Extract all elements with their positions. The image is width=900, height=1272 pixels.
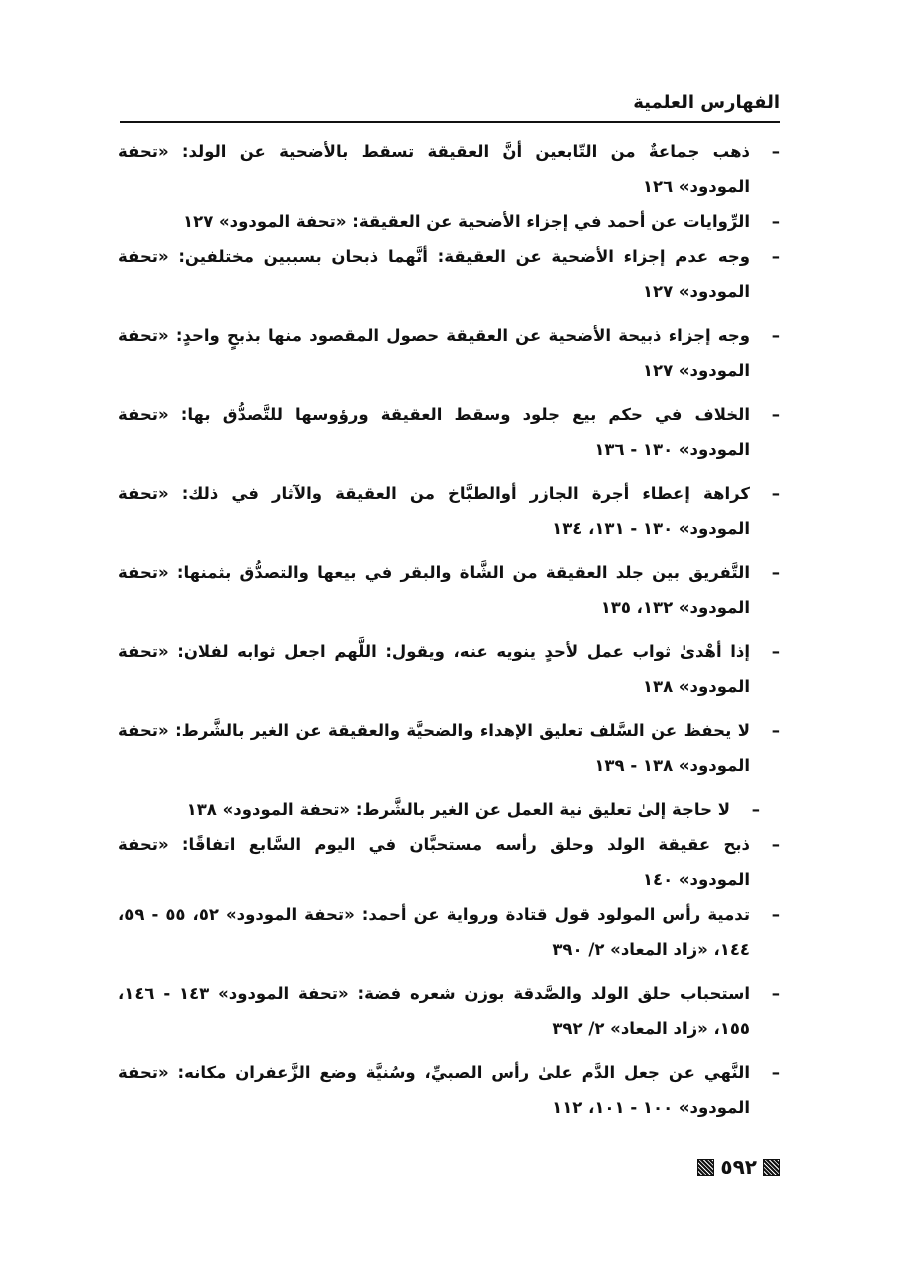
index-entry [118,134,780,204]
entry-text: التَّفريق بين جلد العقيقة من الشَّاة والبقر في بيعها والتصدُّق بثمنها: «تحفة المودود» ١٣٢، ١٣٥ [118,563,750,617]
page-number: ٥٩٢ [720,1155,757,1179]
index-entry [118,318,780,388]
entry-dash: – [771,326,780,345]
entry-text: النَّهي عن جعل الدَّم علىٰ رأس الصبيِّ، وسُنيَّة وضع الزَّعفران مكانه: «تحفة المودود» ١٠٠ - ١٠١، ١١٢ [118,1063,750,1117]
entry-dash: – [771,212,780,231]
entry-text: وجه عدم إجزاء الأضحية عن العقيقة: أنَّهما ذبحان بسببين مختلفين: «تحفة المودود» ١٢٧ [118,247,750,301]
index-entry [118,897,780,967]
entry-dash: – [771,835,780,854]
header-divider [120,121,780,123]
index-entry [118,792,760,827]
index-entry [118,397,780,467]
entry-dash: – [751,800,760,819]
entry-text: كراهة إعطاء أجرة الجازر أوالطبَّاخ من العقيقة والآثار في ذلك: «تحفة المودود» ١٣٠ - ١٣١، ١٣٤ [118,484,750,538]
index-entries-list [118,134,780,1125]
entry-text: إذا أهْدىٰ ثواب عمل لأحدٍ ينويه عنه، ويقول: اللَّهم اجعل ثوابه لفلان: «تحفة المودود» ١٣٨ [118,642,750,696]
entry-text: لا يحفظ عن السَّلف تعليق الإهداء والضحيَّة والعقيقة عن الغير بالشَّرط: «تحفة المودود» ١٣٨ - ١٣٩ [118,721,750,775]
entry-text: تدمية رأس المولود قول قتادة ورواية عن أحمد: «تحفة المودود» ٥٢، ٥٥ - ٥٩، ١٤٤، «زاد المعاد» ٢/ ٣٩٠ [118,905,751,959]
entry-dash: – [771,1063,780,1082]
running-header: الفهارس العلمية [633,92,780,113]
entry-dash: – [771,142,780,161]
entry-dash: – [771,405,780,424]
entry-dash: – [771,984,780,1003]
square-ornament-icon [697,1159,714,1176]
index-entry [118,239,780,309]
entry-dash: – [771,247,780,266]
index-entry [118,1055,780,1125]
entry-text: ذهب جماعةٌ من التّابعين أنَّ العقيقة تسقط بالأضحية عن الولد: «تحفة المودود» ١٢٦ [118,142,750,196]
entry-dash: – [771,721,780,740]
page-footer [697,1152,780,1182]
entry-text: ذبح عقيقة الولد وحلق رأسه مستحبَّان في اليوم السَّابع اتفاقًا: «تحفة المودود» ١٤٠ [118,835,750,889]
entry-dash: – [771,563,780,582]
index-entry [118,713,780,783]
entry-text: استحباب حلق الولد والصَّدقة بوزن شعره فضة: «تحفة المودود» ١٤٣ - ١٤٦، ١٥٥، «زاد المعاد» ٢/ ٣٩٢ [118,984,750,1038]
entry-dash: – [771,484,780,503]
entry-text: الخلاف في حكم بيع جلود وسقط العقيقة ورؤوسها للتَّصدُّق بها: «تحفة المودود» ١٣٠ - ١٣٦ [118,405,750,459]
index-entry [118,634,780,704]
entry-dash: – [771,642,780,661]
index-entry [118,476,780,546]
index-entry [118,555,780,625]
index-entry [118,827,780,897]
entry-text: وجه إجزاء ذبيحة الأضحية عن العقيقة حصول المقصود منها بذبحٍ واحدٍ: «تحفة المودود» ١٢٧ [118,326,750,380]
entry-dash: – [771,905,780,924]
index-entry [118,976,780,1046]
square-ornament-icon [763,1159,780,1176]
index-entry [118,204,780,239]
entry-text: لا حاجة إلىٰ تعليق نية العمل عن الغير بالشَّرط: «تحفة المودود» ١٣٨ [186,800,730,819]
entry-text: الرِّوايات عن أحمد في إجزاء الأضحية عن العقيقة: «تحفة المودود» ١٢٧ [183,212,750,231]
